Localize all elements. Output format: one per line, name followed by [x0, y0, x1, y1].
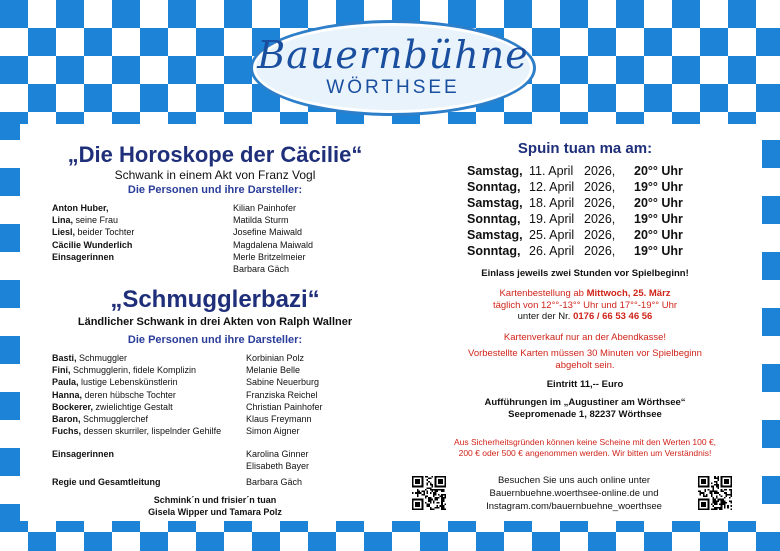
qr-code-icon	[698, 476, 732, 510]
actor-name: Barbara Gäch	[233, 264, 290, 275]
actor-name: Klaus Freymann	[246, 414, 312, 425]
venue-name: Aufführungen im „Augustiner am Wörthsee“	[484, 397, 686, 408]
play2-actors	[246, 352, 406, 437]
day: 12. April	[529, 180, 575, 194]
role-desc: zwielichtige Gestalt	[93, 401, 173, 412]
role-line	[52, 413, 247, 425]
cash-safety-notice	[424, 437, 746, 459]
role-name: Liesl,	[52, 227, 76, 238]
date-row	[467, 227, 727, 243]
year: 2026,	[584, 164, 616, 178]
makeup-line-1: Schmink´n und frisier´n tuan	[153, 495, 277, 505]
role-name: Cäcilie Wunderlich	[52, 239, 133, 250]
year: 2026,	[584, 180, 616, 194]
makeup-line-2: Gisela Wipper und Tamara Polz	[148, 507, 282, 517]
year: 2026,	[584, 196, 616, 210]
makeup-credit	[30, 494, 400, 518]
online-info	[454, 474, 694, 513]
role-desc: Schmugglerchef	[80, 414, 149, 425]
website-link[interactable]: Bauernbuehne.woerthsee-online.de und	[489, 488, 659, 499]
time: 19°° Uhr	[634, 180, 683, 194]
play2-roles	[52, 352, 247, 437]
actor-name: Elisabeth Bayer	[246, 461, 310, 472]
actor-name: Josefine Maiwald	[233, 227, 303, 238]
play1-title: „Die Horoskope der Cäcilie“	[67, 142, 363, 167]
qr-code-icon	[412, 476, 446, 510]
ensemble-label-text: Einsagerinnen	[52, 449, 115, 459]
play1-cast-heading: Die Personen und ihre Darsteller:	[127, 184, 303, 196]
date-row	[467, 243, 727, 259]
role-line	[52, 226, 232, 238]
box-office-notice: Kartenverkauf nur an der Abendkasse!	[503, 332, 667, 343]
role-desc: seine Frau	[73, 215, 119, 226]
direction-label	[52, 476, 247, 488]
year: 2026,	[584, 212, 616, 226]
play1-roles	[52, 202, 232, 263]
play2-cast-heading: Die Personen und ihre Darsteller:	[127, 334, 303, 346]
order-prefix: Kartenbestellung ab	[499, 288, 587, 299]
weekday: Sonntag,	[467, 212, 521, 226]
role-line	[52, 239, 232, 251]
date-row	[467, 211, 727, 227]
order-line-1	[430, 288, 740, 300]
venue-address: Seepromenade 1, 82237 Wörthsee	[508, 408, 662, 420]
actor-name: Franziska Reichel	[246, 389, 318, 400]
role-desc: deren hübsche Tochter	[82, 389, 176, 400]
role-desc: beider Tochter	[75, 227, 135, 238]
role-desc: dessen skurriler, lispelnder Gehilfe	[81, 426, 222, 437]
schedule-dates	[467, 163, 727, 259]
role-name: Bockerer,	[52, 401, 94, 412]
play1-actors	[233, 202, 403, 275]
play2-title: „Schmugglerbazi“	[110, 286, 320, 313]
reserved-line-1: Vorbestellte Karten müssen 30 Minuten vor Spielbeginn	[468, 348, 702, 359]
role-name: Lina,	[52, 215, 74, 226]
role-name: Fuchs,	[52, 426, 82, 437]
date-row	[467, 195, 727, 211]
order-line-3	[430, 311, 740, 323]
role-desc: lustige Lebenskünstlerin	[78, 377, 178, 388]
role-name: Baron,	[52, 414, 81, 425]
weekday: Samstag,	[467, 196, 523, 210]
order-hours: täglich von 12°°-13°° Uhr und 17°°-19°° Uhr	[492, 299, 678, 311]
time: 19°° Uhr	[634, 212, 683, 226]
logo-title: Bauernbühne	[257, 33, 529, 77]
weekday: Samstag,	[467, 164, 523, 178]
reserved-line-2: abgeholt sein.	[555, 359, 615, 371]
day: 19. April	[529, 212, 575, 226]
online-line-1: Besuchen Sie uns auch online unter	[497, 475, 651, 486]
role-line	[52, 425, 247, 437]
schedule-heading: Spuin tuan ma am:	[517, 140, 653, 157]
role-line	[52, 401, 247, 413]
weekday: Sonntag,	[467, 180, 521, 194]
role-line	[52, 251, 232, 263]
reserved-tickets-notice	[430, 348, 740, 371]
ensemble-label	[52, 448, 247, 460]
phone-number: 0176 / 66 53 46 56	[573, 311, 653, 322]
direction-name: Barbara Gäch	[246, 477, 303, 487]
role-line	[52, 202, 232, 214]
day: 26. April	[529, 244, 575, 258]
actor-name: Kilian Painhofer	[233, 203, 297, 213]
safety-line-1: Aus Sicherheitsgründen können keine Scheine mit den Werten 100 €,	[453, 437, 717, 447]
role-name: Anton Huber,	[52, 203, 109, 213]
admission-price: Eintritt 11,-- Euro	[546, 379, 624, 390]
safety-line-2: 200 € oder 500 € angenommen werden. Wir bitten um Verständnis!	[458, 448, 712, 458]
weekday: Samstag,	[467, 228, 523, 242]
year: 2026,	[584, 244, 616, 258]
play2-subtitle: Ländlicher Schwank in drei Akten von Ralph Wallner	[77, 316, 353, 328]
actor-name: Matilda Sturm	[233, 215, 289, 226]
actor-name: Sabine Neuerburg	[246, 377, 320, 388]
day: 25. April	[529, 228, 575, 242]
role-line	[52, 214, 232, 226]
actor-name: Christian Painhofer	[246, 401, 323, 412]
year: 2026,	[584, 228, 616, 242]
direction-label-text: Regie und Gesamtleitung	[52, 477, 161, 487]
order-date: Mittwoch, 25. März	[586, 288, 671, 299]
phone-prefix: unter der Nr.	[517, 311, 574, 322]
role-line	[52, 352, 247, 364]
role-line	[52, 389, 247, 401]
role-name: Paula,	[52, 377, 79, 388]
ticket-order-info	[430, 288, 740, 323]
instagram-link[interactable]: Instagram.com/bauernbuehne_woerthsee	[486, 501, 662, 512]
logo-subtitle: WÖRTHSEE	[326, 77, 460, 98]
role-name: Basti,	[52, 353, 77, 363]
play1-subtitle: Schwank in einem Akt von Franz Vogl	[114, 168, 316, 182]
actor-name: Korbinian Polz	[246, 353, 305, 363]
role-name: Fini,	[52, 365, 71, 376]
actor-name: Simon Aigner	[246, 426, 300, 437]
time: 20°° Uhr	[634, 196, 683, 210]
weekday: Sonntag,	[467, 244, 521, 258]
actor-name: Magdalena Maiwald	[233, 239, 314, 250]
role-name: Einsagerinnen	[52, 251, 115, 262]
time: 20°° Uhr	[634, 164, 683, 178]
time: 19°° Uhr	[634, 244, 683, 258]
actor-name: Karolina Ginner	[246, 449, 309, 459]
date-row	[467, 163, 727, 179]
role-name: Hanna,	[52, 389, 83, 400]
role-desc: Schmuggler	[76, 353, 128, 363]
venue	[430, 397, 740, 420]
day: 18. April	[529, 196, 575, 210]
role-line	[52, 376, 247, 388]
actor-name: Merle Britzelmeier	[233, 251, 306, 262]
role-line	[52, 364, 247, 376]
day: 11. April	[529, 164, 574, 178]
role-desc: Schmugglerin, fidele Komplizin	[70, 365, 197, 376]
actor-name: Melanie Belle	[246, 365, 301, 376]
logo	[250, 20, 536, 116]
time: 20°° Uhr	[634, 228, 683, 242]
entry-notice: Einlass jeweils zwei Stunden vor Spielbeginn!	[481, 268, 689, 279]
date-row	[467, 179, 727, 195]
ensemble-actors	[246, 448, 406, 472]
